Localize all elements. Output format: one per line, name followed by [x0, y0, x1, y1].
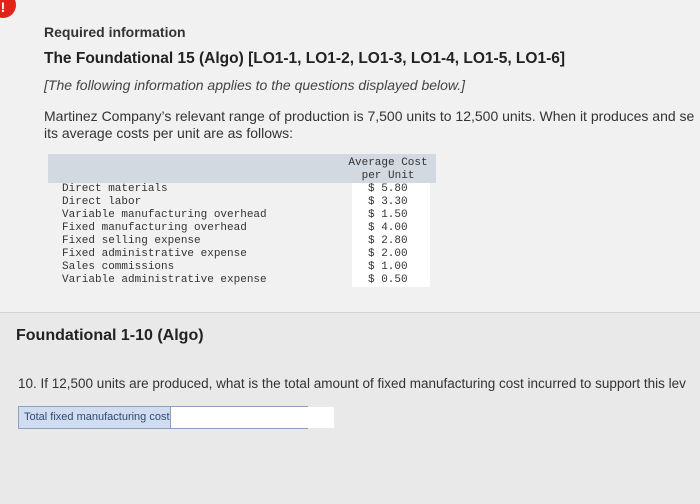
cost-label: Fixed administrative expense: [62, 248, 247, 260]
cost-value: $ 2.00: [352, 248, 430, 261]
intro-paragraph: [44, 108, 700, 142]
cost-label: Variable manufacturing overhead: [62, 209, 267, 221]
info-note: [The following information applies to the questions displayed below.]: [44, 77, 466, 93]
cost-value: $ 5.80: [352, 183, 430, 196]
table-row: [48, 196, 436, 209]
table-row: [48, 274, 436, 287]
table-row: [48, 183, 436, 196]
cost-value: $ 0.50: [352, 274, 430, 287]
cost-label: Variable administrative expense: [62, 274, 267, 286]
answer-label: Total fixed manufacturing cost: [19, 407, 171, 428]
answer-row: [18, 406, 308, 429]
table-row: [48, 209, 436, 222]
column-header-line-1: Average Cost: [348, 157, 428, 169]
cost-label: Fixed manufacturing overhead: [62, 222, 247, 234]
cost-value: $ 1.00: [352, 261, 430, 274]
cost-label: Fixed selling expense: [62, 235, 201, 247]
average-cost-column-header: [342, 157, 434, 183]
table-row: [48, 261, 436, 274]
alert-icon: !: [0, 0, 16, 18]
table-row: [48, 248, 436, 261]
section-title: Foundational 1-10 (Algo): [16, 327, 204, 344]
cost-label: Direct materials: [62, 183, 168, 195]
cost-label: Direct labor: [62, 196, 142, 208]
question-text: 10. If 12,500 units are produced, what is the total amount of fixed manufacturing cost incurred to support this lev: [18, 376, 686, 391]
intro-line-1: Martinez Company’s relevant range of production is 7,500 units to 12,500 units. When it produces and se: [44, 108, 695, 124]
cost-table: [48, 154, 436, 294]
cost-value: $ 1.50: [352, 209, 430, 222]
cost-table-rows: [48, 183, 436, 287]
problem-title: The Foundational 15 (Algo) [LO1-1, LO1-2, LO1-3, LO1-4, LO1-5, LO1-6]: [44, 50, 566, 67]
table-row: [48, 235, 436, 248]
cost-value: $ 3.30: [352, 196, 430, 209]
table-row: [48, 222, 436, 235]
total-fixed-manufacturing-cost-input[interactable]: [171, 407, 334, 428]
intro-line-2: its average costs per unit are as follows:: [44, 125, 294, 141]
column-header-line-2: per Unit: [361, 170, 415, 182]
required-information-heading: Required information: [44, 24, 186, 40]
cost-value: $ 4.00: [352, 222, 430, 235]
cost-value: $ 2.80: [352, 235, 430, 248]
cost-label: Sales commissions: [62, 261, 175, 273]
cost-table-header: [48, 154, 436, 183]
